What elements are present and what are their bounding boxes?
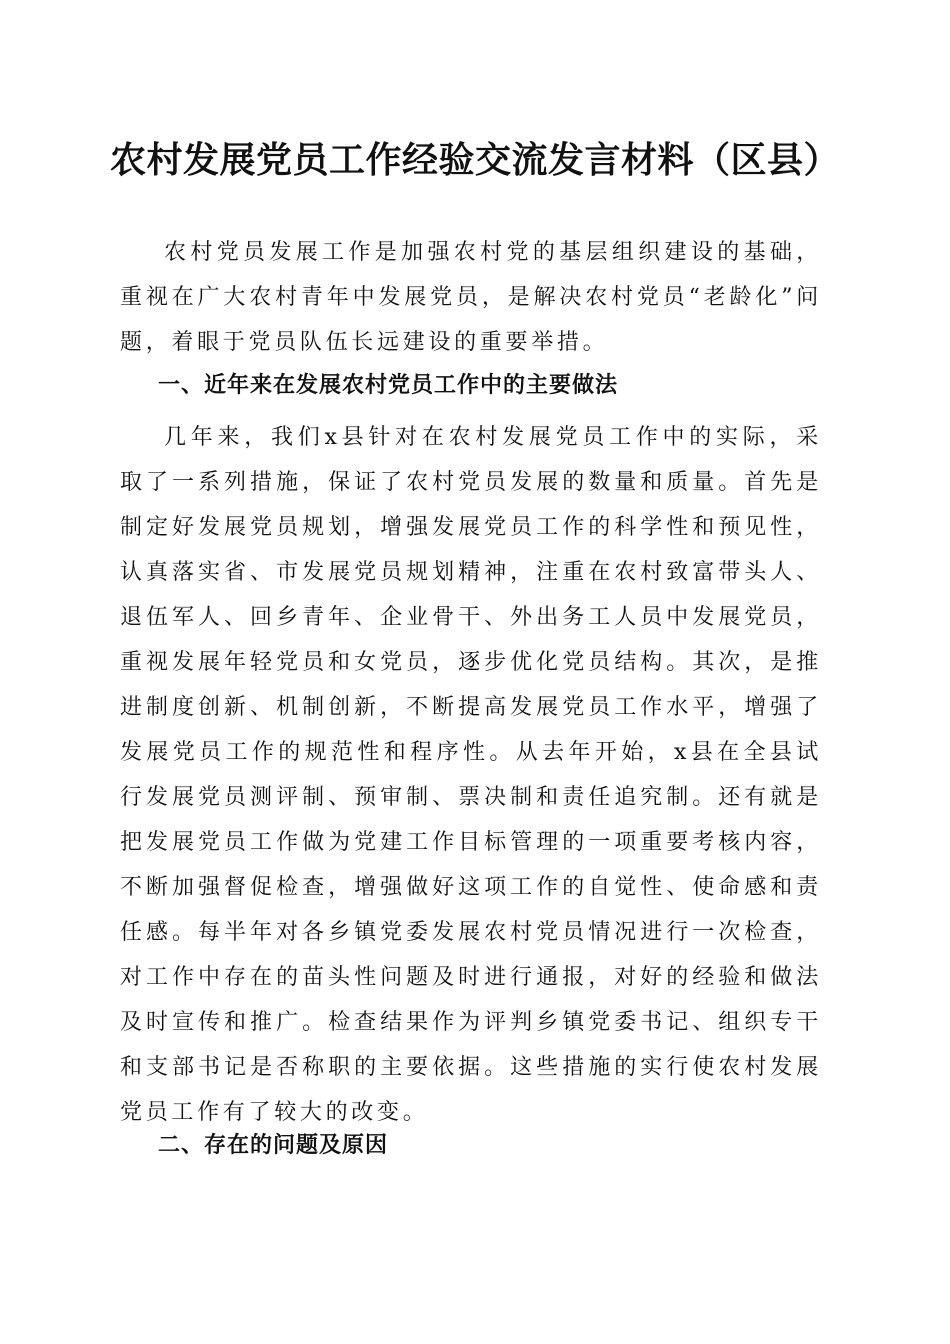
section-heading-2: 二、存在的问题及原因 (158, 1133, 389, 1158)
intro-paragraph: 农村党员发展工作是加强农村党的基层组织建设的基础，重视在广大农村青年中发展党员，是解决农村党员“老龄化”问题，着眼于党员队伍长远建设的重要举措。 (120, 240, 822, 355)
section-heading-1: 一、近年来在发展农村党员工作中的主要做法 (158, 373, 619, 398)
section-1-paragraph: 几年来，我们x县针对在农村发展党员工作中的实际，采取了一系列措施，保证了农村党员发展的数量和质量。首先是制定好发展党员规划，增强发展党员工作的科学性和预见性，认真落实省、市发展党员规划精神，注重在农村致富带头人、退伍军人、回乡青年、企业骨干、外出务工人员中发展党员，重视发展年轻党员和女党员，逐步优化党员结构。其次，是推进制度创新、机制创新，不断提高发展党员工作水平，增强了发展党员工作的规范性和程序性。从去年开始，x县在全县试行发展党员测评制、预审制、票决制和责任追究制。还有就是把发展党员工作做为党建工作目标管理的一项重要考核内容，不断加强督促检查，增强做好这项工作的自觉性、使命感和责任感。每半年对各乡镇党委发展农村党员情况进行一次检查，对工作中存在的苗头性问题及时进行通报，对好的经验和做法及时宣传和推广。检查结果作为评判乡镇党委书记、组织专干和支部书记是否称职的主要依据。这些措施的实行使农村发展党员工作有了较大的改变。 (120, 425, 822, 1125)
document-title: 农村发展党员工作经验交流发言材料（区县） (110, 139, 841, 181)
